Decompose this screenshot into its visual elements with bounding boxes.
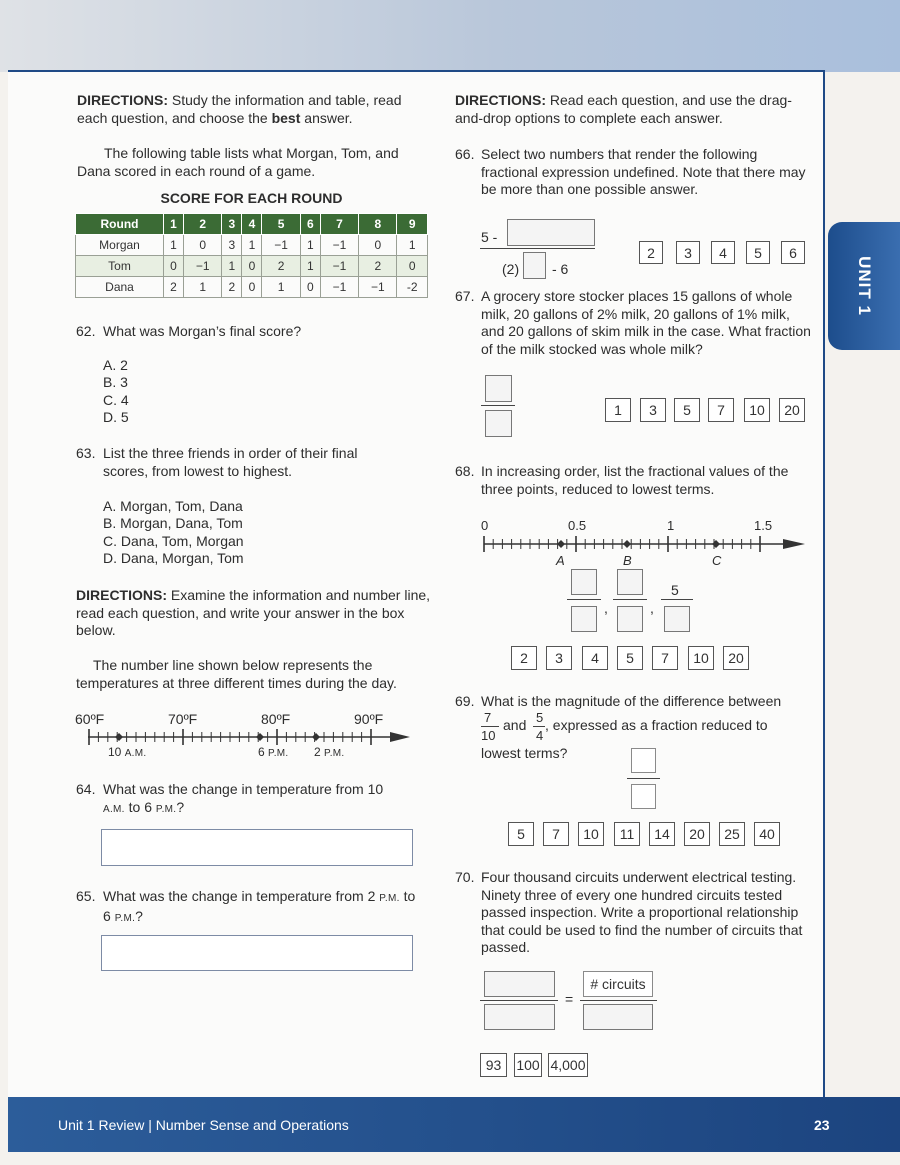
table-cell: 1	[242, 235, 262, 256]
q63-option-d[interactable]: D. Dana, Morgan, Tom	[103, 550, 244, 566]
table-header: 7	[320, 214, 358, 235]
temp-point-label-6pm	[258, 744, 288, 763]
q67-fraction-bar	[481, 405, 515, 406]
table-cell: 0	[397, 256, 428, 277]
table-cell: 1	[184, 277, 222, 298]
table-cell: 0	[184, 235, 222, 256]
q69-frac1-numerator: 7	[484, 710, 492, 725]
question-67-text: A grocery store stocker places 15 gallons of whole milk, 20 gallons of 2% milk, 20 gallons of 1% milk, and 20 gallons of skim milk in the case. What fraction of the milk stocked was whole milk?	[481, 288, 811, 357]
q64-answer-box[interactable]	[101, 829, 413, 866]
question-64-number: 64.	[76, 781, 96, 797]
page-number: 23	[814, 1117, 830, 1133]
unit-tab-label: UNIT 1	[855, 256, 874, 316]
q68-chip[interactable]: 4	[582, 646, 608, 670]
q69-text-2: , expressed as a fraction reduced to	[545, 717, 768, 733]
q67-numerator-drop-box[interactable]	[485, 375, 512, 402]
temp-point-label-2pm	[314, 744, 344, 763]
directions-text: Study the information and table, read each question, and choose the	[77, 92, 402, 126]
q63-option-c[interactable]: C. Dana, Tom, Morgan	[103, 533, 244, 549]
table-header: 3	[222, 214, 242, 235]
table-cell: 2	[262, 256, 300, 277]
q67-chip[interactable]: 5	[674, 398, 700, 422]
temp-label-80: 80ºF	[261, 711, 291, 727]
question-68-number: 68.	[455, 463, 475, 479]
point-c	[712, 540, 720, 548]
q-ampm: P.M.	[379, 893, 400, 904]
q-ampm: A.M.	[103, 803, 125, 815]
q69-chip[interactable]: 5	[508, 822, 534, 846]
q-ampm: P.M.	[114, 912, 136, 924]
table-cell: -2	[397, 277, 428, 298]
q70-circuits-label: # circuits	[583, 971, 653, 997]
q69-text-3: lowest terms?	[481, 745, 568, 761]
q-text: to 6	[103, 888, 416, 924]
q67-chip[interactable]: 20	[779, 398, 805, 422]
q68-chip[interactable]: 10	[688, 646, 714, 670]
table-cell: 3	[222, 235, 242, 256]
q69-fraction-bar	[627, 778, 660, 779]
unit-tab	[828, 222, 900, 350]
q66-numerator-prefix: 5 -	[481, 229, 498, 245]
q70-equals: =	[565, 991, 574, 1007]
q69-chip[interactable]: 7	[543, 822, 569, 846]
question-69-text: What is the magnitude of the difference between	[481, 693, 782, 709]
table-cell: −1	[320, 256, 358, 277]
table-row	[76, 277, 428, 298]
directions-3	[455, 92, 805, 127]
temp-label-90: 90ºF	[354, 711, 384, 727]
q69-chip[interactable]: 14	[649, 822, 675, 846]
table-header: 4	[242, 214, 262, 235]
q70-left-bar	[480, 1000, 558, 1001]
point-b	[623, 540, 631, 548]
ampm: A.M.	[124, 748, 147, 759]
fraction-number-line	[478, 533, 808, 555]
point-c-label: C	[712, 553, 722, 568]
q68-chip[interactable]: 3	[546, 646, 572, 670]
question-66-number: 66.	[455, 146, 475, 162]
top-band	[0, 0, 900, 72]
fraction-arrow	[783, 539, 805, 549]
table-cell: 1	[222, 256, 242, 277]
table-cell: 1	[397, 235, 428, 256]
question-62-text: What was Morgan’s final score?	[103, 323, 302, 339]
directions-bold: best	[271, 109, 301, 126]
q69-chip[interactable]: 10	[578, 822, 604, 846]
page-footer	[8, 1097, 900, 1152]
q67-chip[interactable]: 7	[708, 398, 734, 422]
q70-chip[interactable]: 93	[480, 1053, 507, 1077]
q66-chip[interactable]: 4	[711, 241, 735, 264]
table-header: 6	[300, 214, 320, 235]
time: 6	[258, 745, 269, 759]
table-cell: −1	[320, 235, 358, 256]
table-header-row	[76, 214, 428, 235]
q69-and: and	[503, 717, 527, 733]
table-cell: 0	[242, 256, 262, 277]
q-text: ?	[176, 798, 185, 815]
q67-chip[interactable]: 3	[640, 398, 666, 422]
table-cell: 2	[222, 277, 242, 298]
q69-frac2-numerator: 5	[536, 710, 544, 725]
q67-denominator-drop-box[interactable]	[485, 410, 512, 437]
q67-chip[interactable]: 10	[744, 398, 770, 422]
q67-chip[interactable]: 1	[605, 398, 631, 422]
temp-point-2pm	[312, 733, 320, 741]
temp-point-10am	[115, 733, 123, 741]
table-cell: 2	[164, 277, 184, 298]
time: 2	[314, 745, 325, 759]
directions-label: DIRECTIONS:	[76, 587, 167, 603]
q66-denominator-prefix: (2)	[502, 261, 520, 277]
q68-frac3-denominator[interactable]	[664, 606, 690, 632]
table-cell: Morgan	[76, 235, 164, 256]
q66-denominator-suffix: - 6	[552, 261, 569, 277]
table-cell: 1	[300, 256, 320, 277]
ampm: P.M.	[324, 748, 345, 759]
q-text: ?	[135, 907, 143, 924]
q66-denominator-drop-box[interactable]	[523, 252, 546, 279]
q68-chip[interactable]: 2	[511, 646, 537, 670]
directions-text: Read each question, and use the drag-and-drop options to complete each answer.	[455, 92, 792, 126]
q68-frac3-bar	[661, 599, 693, 600]
table-cell: Dana	[76, 277, 164, 298]
q70-chip[interactable]: 4,000	[548, 1053, 588, 1077]
question-67-number: 67.	[455, 288, 475, 304]
point-b-label: B	[623, 553, 632, 568]
temp-label-60: 60ºF	[75, 711, 105, 727]
q70-chip[interactable]: 100	[514, 1053, 542, 1077]
question-62-number: 62.	[76, 323, 96, 339]
q68-frac1-denominator[interactable]	[571, 606, 597, 632]
table-intro: The following table lists what Morgan, Tom, and Dana scored in each round of a game.	[77, 145, 399, 179]
table-header: Round	[76, 214, 164, 235]
line-label-1: 1	[667, 518, 675, 533]
q68-frac2-bar	[613, 599, 647, 600]
q63-option-b[interactable]: B. Morgan, Dana, Tom	[103, 515, 243, 531]
q-text: What was the change in temperature from 2	[103, 888, 380, 904]
table-header: 8	[359, 214, 397, 235]
line-label-1-5: 1.5	[754, 518, 773, 533]
question-70-text: Four thousand circuits underwent electrical testing. Ninety three of every one hundred circuits tested passed inspection. Write a proportional relationship that could be used to find the number of circuits that passed.	[481, 869, 803, 955]
directions-label: DIRECTIONS:	[77, 92, 168, 108]
q66-chip[interactable]: 3	[676, 241, 700, 264]
comma: ,	[604, 600, 608, 616]
table-header: 9	[397, 214, 428, 235]
question-63-number: 63.	[76, 445, 96, 461]
table-cell: Tom	[76, 256, 164, 277]
q66-chip[interactable]: 6	[781, 241, 805, 264]
table-cell: −1	[184, 256, 222, 277]
temp-point-6pm	[256, 733, 264, 741]
point-a	[557, 540, 565, 548]
comma: ,	[650, 600, 654, 616]
line-label-0-5: 0.5	[568, 518, 587, 533]
table-cell: 1	[164, 235, 184, 256]
question-64-text	[103, 781, 403, 818]
q62-option-a[interactable]: A. 2	[103, 357, 128, 373]
q66-fraction-bar	[480, 248, 595, 249]
table-title: SCORE FOR EACH ROUND	[160, 190, 343, 206]
table-header: 1	[164, 214, 184, 235]
question-65-number: 65.	[76, 888, 96, 904]
q70-left-numerator[interactable]	[484, 971, 555, 997]
q68-frac1-numerator[interactable]	[571, 569, 597, 595]
q70-right-denominator[interactable]	[583, 1004, 653, 1030]
table-header: 5	[262, 214, 300, 235]
q65-answer-box[interactable]	[101, 935, 413, 971]
question-66-text: Select two numbers that render the following fractional expression undefined. Note that there may be more than one possible answer.	[481, 146, 806, 197]
table-cell: 0	[300, 277, 320, 298]
question-70-number: 70.	[455, 869, 475, 885]
line-label-0: 0	[481, 518, 489, 533]
table-cell: 0	[164, 256, 184, 277]
question-63-text: List the three friends in order of their final scores, from lowest to highest.	[103, 445, 358, 479]
q-text: to 6	[124, 798, 156, 815]
table-cell: 1	[262, 277, 300, 298]
ampm: P.M.	[268, 748, 289, 759]
table-cell: −1	[359, 277, 397, 298]
q-text: What was the change in temperature from	[103, 781, 368, 797]
q70-right-bar	[580, 1000, 657, 1001]
q68-frac3-numerator: 5	[671, 582, 679, 598]
table-cell: −1	[262, 235, 300, 256]
table-header: 2	[184, 214, 222, 235]
directions-2	[76, 587, 431, 640]
question-69-number: 69.	[455, 693, 475, 709]
score-table	[75, 213, 428, 298]
table-cell: 0	[359, 235, 397, 256]
temp-arrow	[390, 732, 410, 742]
table-row	[76, 235, 428, 256]
q69-frac1-denominator: 10	[481, 728, 496, 743]
q66-chip[interactable]: 2	[639, 241, 663, 264]
q69-chip[interactable]: 40	[754, 822, 780, 846]
q69-chip[interactable]: 25	[719, 822, 745, 846]
q68-frac1-bar	[567, 599, 601, 600]
q70-left-denominator[interactable]	[484, 1004, 555, 1030]
q68-frac2-numerator[interactable]	[617, 569, 643, 595]
q-ampm: P.M.	[155, 803, 177, 815]
q68-chip[interactable]: 5	[617, 646, 643, 670]
q63-option-a[interactable]: A. Morgan, Tom, Dana	[103, 498, 243, 514]
table-row	[76, 256, 428, 277]
point-a-label: A	[556, 553, 565, 568]
question-68-text: In increasing order, list the fractional values of the three points, reduced to lowest terms.	[481, 463, 789, 497]
temp-label-70: 70ºF	[168, 711, 198, 727]
time: 10	[108, 745, 125, 759]
q66-chip[interactable]: 5	[746, 241, 770, 264]
q62-option-c[interactable]: C. 4	[103, 392, 129, 408]
q62-option-d[interactable]: D. 5	[103, 409, 129, 425]
q69-frac2-denominator: 4	[536, 728, 544, 743]
q68-frac2-denominator[interactable]	[617, 606, 643, 632]
q68-chip[interactable]: 20	[723, 646, 749, 670]
q66-numerator-drop-box[interactable]	[507, 219, 595, 246]
directions-1	[77, 92, 432, 127]
table-cell: 0	[242, 277, 262, 298]
number-line-intro: The number line shown below represents the temperatures at three different times during the day.	[76, 657, 397, 691]
table-cell: 1	[300, 235, 320, 256]
temp-point-label-10am	[108, 744, 146, 763]
table-cell: 2	[359, 256, 397, 277]
q69-denominator-drop-box[interactable]	[631, 784, 656, 809]
q68-chip[interactable]: 7	[652, 646, 678, 670]
question-65-text	[103, 888, 423, 927]
directions-text-end: answer.	[300, 109, 353, 126]
directions-text: Examine the information and number line, read each question, and write your answer in the box below.	[76, 587, 431, 638]
q62-option-b[interactable]: B. 3	[103, 374, 128, 390]
q-text: 10	[367, 781, 384, 797]
footer-title: Unit 1 Review | Number Sense and Operations	[58, 1117, 349, 1133]
directions-label: DIRECTIONS:	[455, 92, 546, 108]
table-cell: −1	[320, 277, 358, 298]
q69-chip[interactable]: 11	[614, 822, 640, 846]
q69-numerator-drop-box[interactable]	[631, 748, 656, 773]
q69-chip[interactable]: 20	[684, 822, 710, 846]
